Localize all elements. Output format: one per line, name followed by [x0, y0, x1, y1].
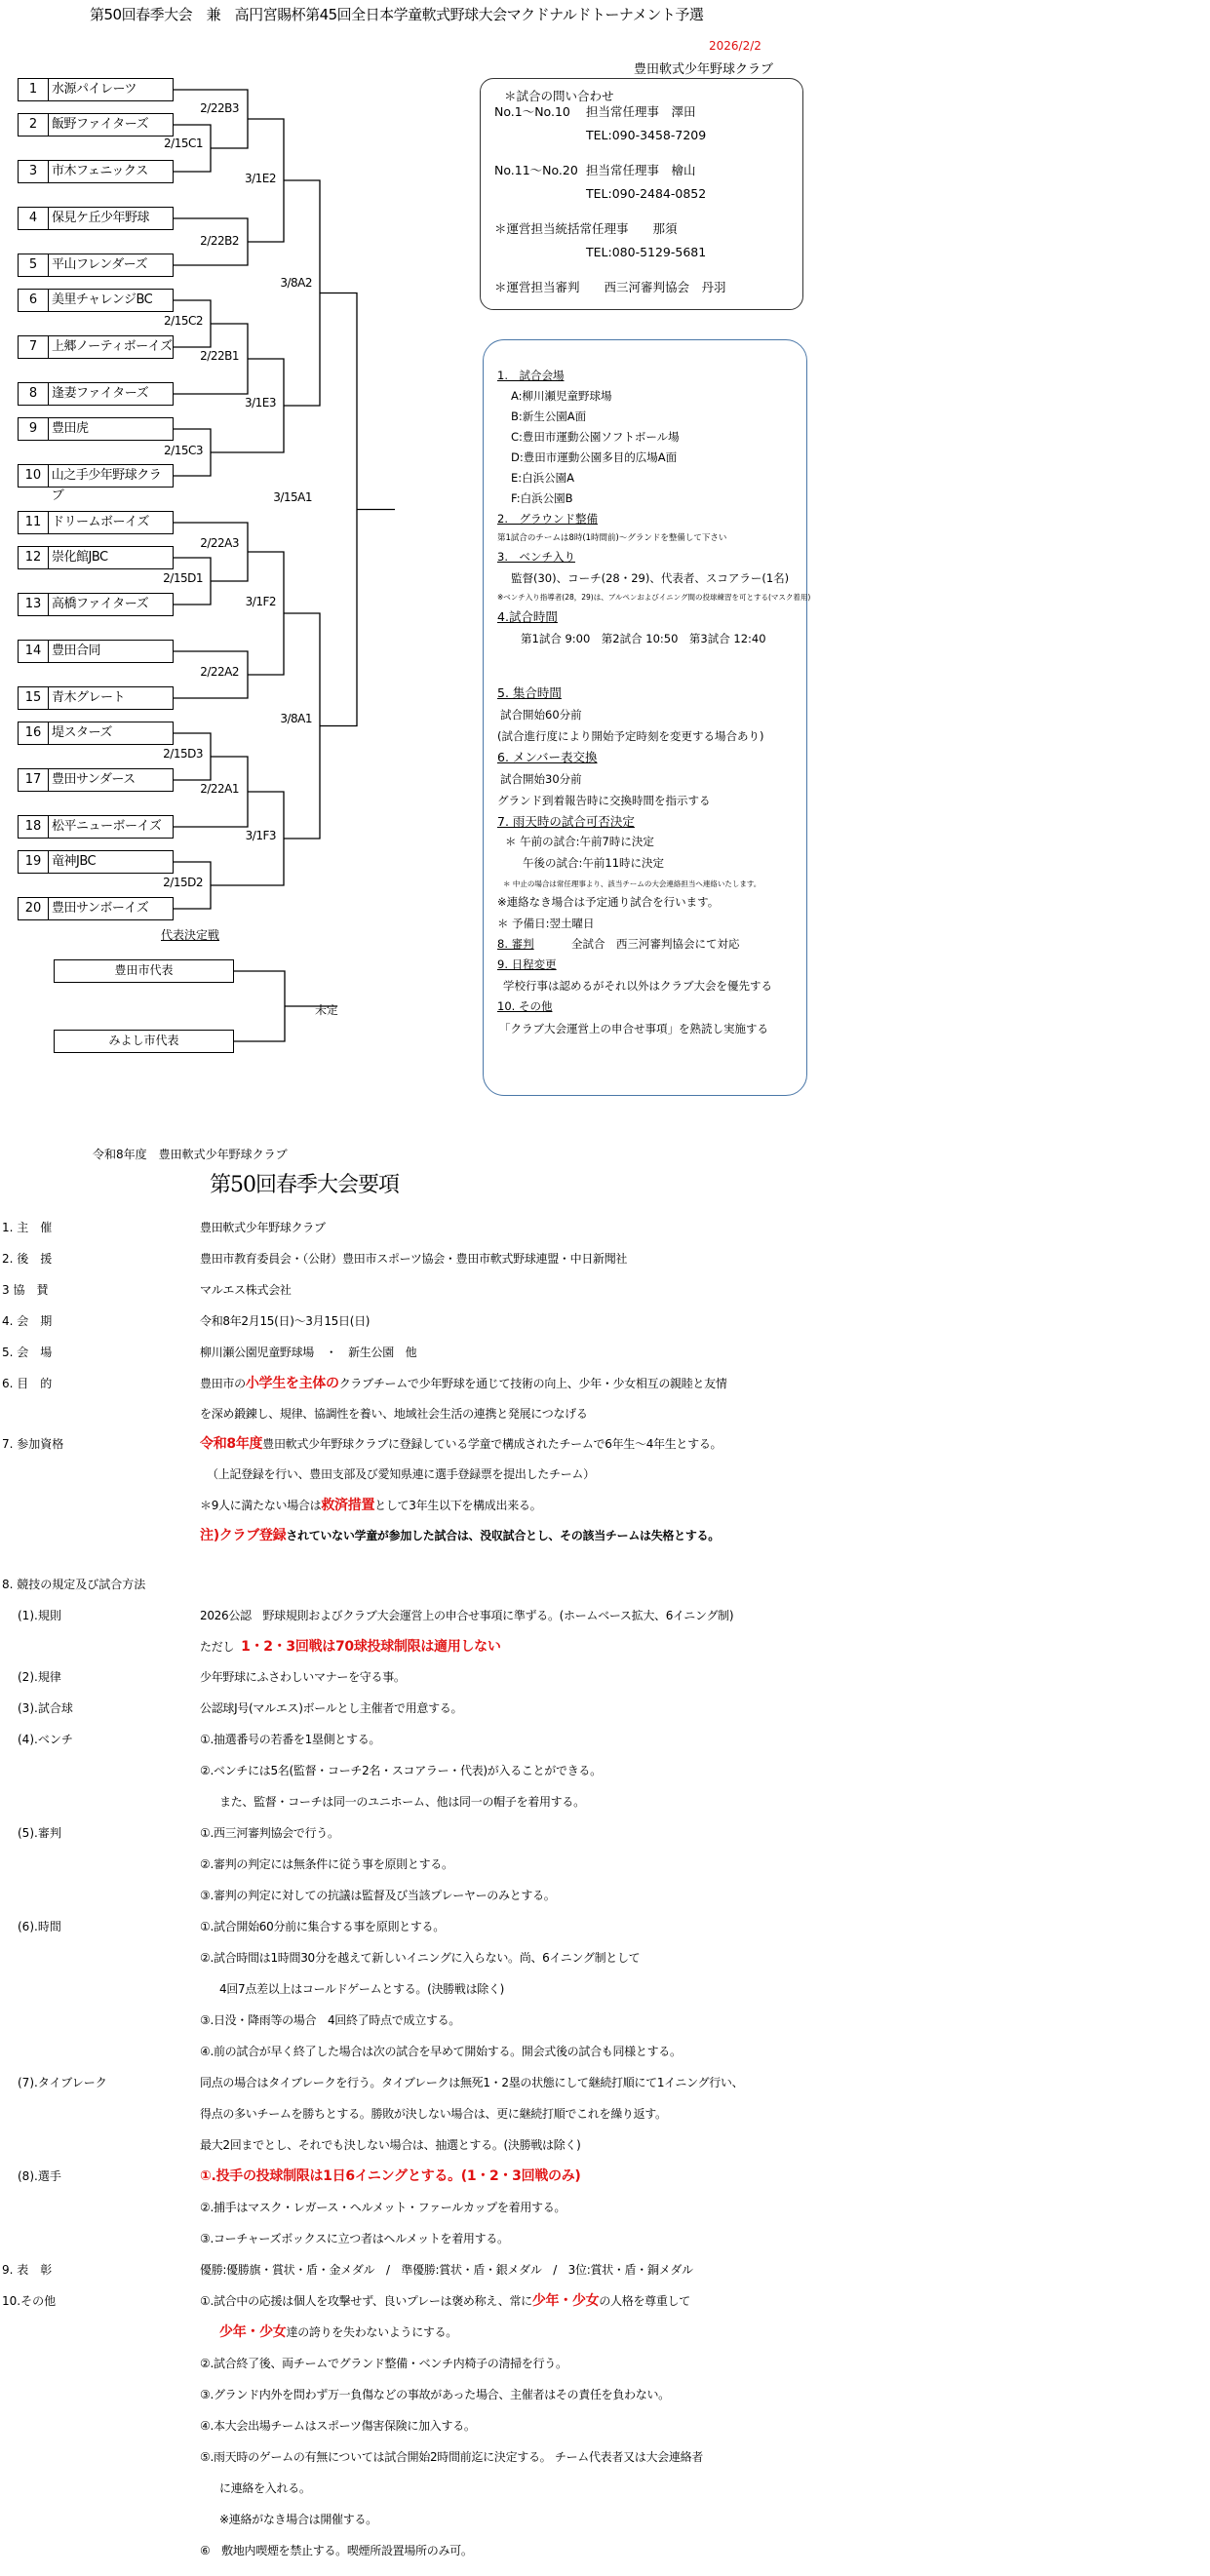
contact-person-2: 担当常任理事 檜山 — [586, 163, 696, 177]
item-label: 4. 会 期 — [2, 1314, 53, 1328]
venue-item: A:柳川瀬児童野球場 — [511, 389, 612, 403]
venue-item: F:白浜公園B — [511, 491, 573, 505]
contact-person-1: 担当常任理事 澤田 — [586, 104, 696, 119]
rule-label: (7).タイブレーク — [18, 2076, 107, 2089]
info-umpire-heading: 8. 審判 — [497, 937, 534, 951]
rule-label: (8).選手 — [18, 2169, 61, 2183]
info-gather-heading: 5. 集合時間 — [497, 685, 562, 700]
team-name: 水源パイレーツ — [52, 82, 137, 97]
team-name: 市木フェニックス — [52, 164, 148, 178]
item-text: を深め鍛錬し、規律、協調性を養い、地域社会生活の連携と発展につなげる — [200, 1407, 588, 1421]
team-number: 1 — [19, 79, 49, 100]
contact-heading: ＊試合の問い合わせ — [504, 89, 614, 103]
item-text: 豊田軟式少年野球クラブ — [200, 1221, 326, 1234]
rule-text: 2026公認 野球規則およびクラブ大会運営上の申合せ事項に準ずる。(ホームベース拡大、6イニング制) — [200, 1609, 734, 1622]
info-rain-text-1: ＊ 午前の試合:午前7時に決定 — [505, 835, 654, 848]
team-number: 10 — [19, 465, 49, 487]
match-label: 3/1E2 — [244, 172, 276, 185]
match-label: 3/15A1 — [273, 490, 312, 504]
info-member-text-1: 試合開始30分前 — [500, 772, 582, 786]
text-part: として3年生以下を構成出来る。 — [374, 1499, 542, 1512]
info-rain-text-4: ＊ 予備日:翌土曜日 — [497, 917, 595, 930]
item-label: 3 協 賛 — [2, 1283, 49, 1297]
team-name: ドリームボーイズ — [52, 515, 149, 529]
match-label: 2/22B2 — [200, 234, 239, 248]
team-number: 7 — [19, 336, 49, 358]
emphasis-text: 注)クラブ登録 — [200, 1528, 287, 1543]
team-name: 高橋ファイターズ — [52, 597, 149, 611]
info-ground-text: 第1試合のチームは8時(1時間前)～グランドを整備して下さい — [497, 533, 727, 543]
team-name: 逢妻ファイターズ — [52, 386, 149, 401]
item-text: ③.グランド内外を問わず万一負傷などの事故があった場合、主催者はその責任を負わない。 — [200, 2388, 670, 2401]
team-name: 豊田合同 — [52, 644, 101, 658]
team-number: 4 — [19, 208, 49, 229]
contact-range-1: No.1～No.10 — [494, 104, 570, 119]
match-label: 3/1E3 — [244, 396, 276, 410]
rule-text: ③.審判の判定に対しての抗議は監督及び当該プレーヤーのみとする。 — [200, 1889, 556, 1902]
match-label: 2/22B3 — [200, 101, 239, 115]
info-rain-heading: 7. 雨天時の試合可否決定 — [497, 814, 635, 829]
info-member-text-2: グランド到着報告時に交換時間を指示する — [497, 794, 711, 807]
match-label: 2/22B1 — [200, 349, 239, 363]
rule-text: ③.コーチャーズボックスに立つ者はヘルメットを着用する。 — [200, 2232, 509, 2245]
playoff-team-1: 豊田市代表 — [54, 959, 234, 983]
team-number: 11 — [19, 512, 49, 533]
info-bench-text: 監督(30)、コーチ(28・29)、代表者、スコアラー(1名) — [511, 571, 790, 585]
match-label: 2/15D3 — [163, 747, 203, 761]
item-text: に連絡を入れる。 — [219, 2481, 311, 2495]
item-text — [200, 1373, 727, 1392]
venue-item: B:新生公園A面 — [511, 410, 587, 423]
playoff-label: 代表決定戦 — [161, 928, 220, 942]
team-name: 豊田サンダース — [52, 772, 136, 787]
rule-text: ①.試合開始60分前に集合する事を原則とする。 — [200, 1920, 445, 1933]
team-name: 保見ケ丘少年野球 — [52, 211, 150, 225]
match-label: 2/22A3 — [200, 536, 239, 550]
rule-text: 最大2回までとし、それでも決しない場合は、抽選とする。(決勝戦は除く) — [200, 2138, 581, 2152]
team-name: 竜神JBC — [52, 854, 97, 869]
info-other-text: 「クラブ大会運営上の申合せ事項」を熟読し実施する — [499, 1022, 768, 1035]
info-gather-text-1: 試合開始60分前 — [500, 708, 582, 722]
text-part: クラブチームで少年野球を通じて技術の向上、少年・少女相互の親睦と友情 — [338, 1377, 727, 1390]
info-gather-text-2: (試合進行度により開始予定時刻を変更する場合あり) — [497, 729, 764, 743]
match-label: 2/15C3 — [164, 444, 203, 457]
team-name: 青木グレート — [52, 690, 126, 705]
rule-text: ④.前の試合が早く終了した場合は次の試合を早めて開始する。開会式後の試合も同様とする。 — [200, 2045, 682, 2058]
match-label: 2/15D1 — [163, 571, 203, 585]
document-subtitle: 令和8年度 豊田軟式少年野球クラブ — [93, 1148, 288, 1161]
rule-label: (3).試合球 — [18, 1701, 73, 1715]
rule-text: ①.抽選番号の若番を1塁側とする。 — [200, 1733, 381, 1746]
item-text: ⑤.雨天時のゲームの有無については試合開始2時間前迄に決定する。 チーム代表者又は大会連絡者 — [200, 2450, 703, 2464]
item-text — [200, 1525, 720, 1544]
match-label: 2/22A1 — [200, 782, 239, 796]
info-ground-heading: 2. グラウンド整備 — [497, 512, 598, 526]
emphasis-text: 小学生を主体の — [245, 1376, 339, 1391]
team-name: 崇化館JBC — [52, 550, 108, 565]
text-part: 達の誇りを失わないようにする。 — [286, 2325, 458, 2339]
item-text — [219, 2322, 457, 2341]
issue-date: 2026/2/2 — [709, 39, 761, 53]
item-label: 7. 参加資格 — [2, 1437, 64, 1451]
item-label: 2. 後 援 — [2, 1252, 53, 1266]
rule-text: ①.西三河審判協会で行う。 — [200, 1826, 339, 1840]
contact-range-2: No.11～No.20 — [494, 163, 578, 177]
match-label: 2/15C1 — [164, 137, 203, 150]
playoff-bracket — [0, 0, 488, 1170]
info-umpire-text: 全試合 西三河審判協会にて対応 — [571, 937, 740, 951]
text-part: されていない学童が参加した試合は、没収試合とし、その該当チームは失格とする。 — [286, 1529, 720, 1542]
rule-label: (2).規律 — [18, 1670, 61, 1684]
team-name: 上郷ノーティボーイズ — [52, 339, 173, 354]
item-text: マルエス株式会社 — [200, 1283, 292, 1297]
rule-text: ②.審判の判定には無条件に従う事を原則とする。 — [200, 1857, 453, 1871]
team-number: 5 — [19, 254, 49, 276]
item-text: 柳川瀬公園児童野球場 ・ 新生公園 他 — [200, 1346, 417, 1359]
page-title: 第50回春季大会 兼 高円宮賜杯第45回全日本学童軟式野球大会マクドナルドトーナメント予選 — [90, 6, 704, 23]
rule-text: ②.ベンチには5名(監督・コーチ2名・スコアラー・代表)が入ることができる。 — [200, 1764, 602, 1777]
rule-label: (1).規則 — [18, 1609, 61, 1622]
emphasis-text: 少年・少女 — [219, 2324, 287, 2340]
rule-text: 得点の多いチームを勝ちとする。勝敗が決しない場合は、更に継続打順でこれを繰り返す。 — [200, 2107, 667, 2121]
text-part: 豊田市の — [200, 1377, 246, 1390]
info-bench-note: ※ベンチ入り指導者(28，29)は、ブルペンおよびイニング間の投球練習を可とする(マスク着用) — [497, 593, 811, 602]
item-label: 6. 目 的 — [2, 1377, 53, 1390]
playoff-team-2: みよし市代表 — [54, 1030, 234, 1053]
item-label: 10.その他 — [2, 2294, 57, 2308]
match-label: 3/8A1 — [280, 712, 312, 725]
info-venue-heading: 1. 試合会場 — [497, 369, 565, 382]
rule-text: 4回7点差以上はコールドゲームとする。(決勝戦は除く) — [219, 1982, 505, 1996]
rule-text: ②.試合時間は1時間30分を越えて新しいイニングに入らない。尚、6イニング制として — [200, 1951, 641, 1965]
item-text — [200, 2290, 690, 2310]
match-label: 2/15D2 — [163, 876, 203, 889]
tournament-info-box — [483, 339, 811, 1096]
section-label: 8. 競技の規定及び試合方法 — [2, 1578, 146, 1591]
team-number: 6 — [19, 290, 49, 311]
team-number: 9 — [19, 418, 49, 440]
team-name: 松平ニューボーイズ — [52, 819, 162, 834]
venue-item: D:豊田市運動公園多目的広場A面 — [511, 450, 678, 464]
team-name: 美里チャレンジBC — [52, 293, 153, 307]
item-label: 5. 会 場 — [2, 1346, 53, 1359]
match-label: 3/1F3 — [245, 829, 276, 842]
item-text — [200, 1495, 541, 1514]
item-label: 9. 表 彰 — [2, 2263, 53, 2277]
item-text: （上記登録を行い、豊田支部及び愛知県連に選手登録票を提出したチーム） — [207, 1467, 595, 1481]
team-number: 8 — [19, 383, 49, 405]
rule-text — [200, 1636, 501, 1656]
text-part: ただし — [200, 1640, 235, 1654]
rule-text: 公認球J号(マルエス)ボールとし主催者で用意する。 — [200, 1701, 463, 1715]
info-schedule-text: 学校行事は認めるがそれ以外はクラブ大会を優先する — [503, 979, 772, 993]
info-bench-heading: 3. ベンチ入り — [497, 550, 575, 564]
playoff-line — [234, 971, 285, 1041]
rule-text: ②.捕手はマスク・レガース・ヘルメット・ファールカップを着用する。 — [200, 2201, 566, 2214]
contact-tel-1: TEL:090-3458-7209 — [586, 128, 707, 142]
emphasis-text: 救済措置 — [321, 1498, 375, 1513]
rule-text: また、監督・コーチは同一のユニホーム、他は同一の帽子を着用する。 — [219, 1795, 585, 1809]
contact-manager: ＊運営担当統括常任理事 那須 — [494, 221, 678, 236]
match-label: 2/22A2 — [200, 665, 239, 679]
team-number: 14 — [19, 641, 49, 662]
rule-label: (5).審判 — [18, 1826, 61, 1840]
rule-label: (6).時間 — [18, 1920, 61, 1933]
team-number: 19 — [19, 851, 49, 873]
team-number: 16 — [19, 722, 49, 744]
match-label: 3/8A2 — [280, 276, 312, 290]
text-part: 豊田軟式少年野球クラブに登録している学童で構成されたチームで6年生～4年生とする。 — [262, 1437, 722, 1451]
item-text: 優勝:優勝旗・賞状・盾・金メダル / 準優勝:賞状・盾・銀メダル / 3位:賞状・盾・銅メダル — [200, 2263, 693, 2277]
item-text: 豊田市教育委員会・（公財）豊田市スポーツ協会・豊田市軟式野球連盟・中日新聞社 — [200, 1252, 628, 1266]
team-number: 12 — [19, 547, 49, 568]
organizer-name: 豊田軟式少年野球クラブ — [634, 62, 774, 77]
info-other-heading: 10. その他 — [497, 999, 553, 1013]
item-text: ②.試合終了後、両チームでグランド整備・ベンチ内椅子の清掃を行う。 — [200, 2357, 567, 2370]
contact-tel-2: TEL:090-2484-0852 — [586, 186, 707, 201]
info-time-text: 第1試合 9:00 第2試合 10:50 第3試合 12:40 — [521, 632, 766, 645]
item-text: ※連絡がなき場合は開催する。 — [219, 2513, 377, 2526]
team-name: 飯野ファイターズ — [52, 117, 149, 132]
team-number: 15 — [19, 687, 49, 709]
info-rain-text-3: ※連絡なき場合は予定通り試合を行います。 — [497, 895, 720, 909]
rule-text: ③.日没・降雨等の場合 4回終了時点で成立する。 — [200, 2013, 461, 2027]
item-text: ⑥ 敷地内喫煙を禁止する。喫煙所設置場所のみ可。 — [200, 2544, 473, 2557]
text-part: の人格を尊重して — [599, 2294, 690, 2308]
team-number: 2 — [19, 114, 49, 136]
team-number: 18 — [19, 816, 49, 838]
item-text: ④.本大会出場チームはスポーツ傷害保険に加入する。 — [200, 2419, 476, 2433]
item-text — [200, 1433, 722, 1453]
item-label: 1. 主 催 — [2, 1221, 53, 1234]
team-name: 豊田サンボーイズ — [52, 901, 149, 916]
team-name: 平山フレンダーズ — [52, 257, 147, 272]
document-title: 第50回春季大会要項 — [210, 1173, 399, 1197]
team-name: 堤スターズ — [52, 725, 112, 740]
info-schedule-heading: 9. 日程変更 — [497, 957, 557, 971]
info-time-heading: 4.試合時間 — [497, 609, 558, 624]
emphasis-text: 少年・少女 — [531, 2293, 600, 2309]
text-part: ＊9人に満たない場合は — [200, 1499, 322, 1512]
contact-tel-3: TEL:080-5129-5681 — [586, 245, 707, 259]
team-number: 13 — [19, 594, 49, 615]
rule-text: 同点の場合はタイブレークを行う。タイブレークは無死1・2塁の状態にして継続打順にて1イニング行い、 — [200, 2076, 744, 2089]
rule-text-emphasis: ①.投手の投球制限は1日6イニングとする。(1・2・3回戦のみ) — [200, 2168, 581, 2184]
contact-umpire: ＊運営担当審判 西三河審判協会 丹羽 — [494, 280, 726, 294]
venue-item: E:白浜公園A — [511, 471, 575, 485]
info-rain-text-2: 午後の試合:午前11時に決定 — [523, 856, 665, 870]
match-label: 2/15C2 — [164, 314, 203, 328]
team-number: 17 — [19, 769, 49, 791]
team-name: 山之手少年野球クラブ — [51, 468, 162, 503]
emphasis-text: 1・2・3回戦は70球投球制限は適用しない — [241, 1639, 501, 1655]
team-number: 20 — [19, 898, 49, 919]
text-part: ①.試合中の応援は個人を攻撃せず、良いプレーは褒め称え、常に — [200, 2294, 532, 2308]
venue-item: C:豊田市運動公園ソフトボール場 — [511, 430, 680, 444]
emphasis-text: 令和8年度 — [200, 1436, 263, 1452]
match-label: 3/1F2 — [245, 595, 276, 608]
info-rain-note: ＊ 中止の場合は常任理事より、該当チームの大会連絡担当へ連絡いたします。 — [503, 879, 761, 888]
team-name: 豊田虎 — [52, 421, 89, 436]
rule-text: 少年野球にふさわしいマナーを守る事。 — [200, 1670, 406, 1684]
contact-box — [480, 78, 803, 310]
info-member-heading: 6. メンバー表交換 — [497, 750, 598, 764]
item-text: 令和8年2月15(日)～3月15日(日) — [200, 1314, 371, 1328]
team-number: 3 — [19, 161, 49, 182]
playoff-result: 未定 — [315, 1003, 339, 1017]
rule-label: (4).ベンチ — [18, 1733, 73, 1746]
